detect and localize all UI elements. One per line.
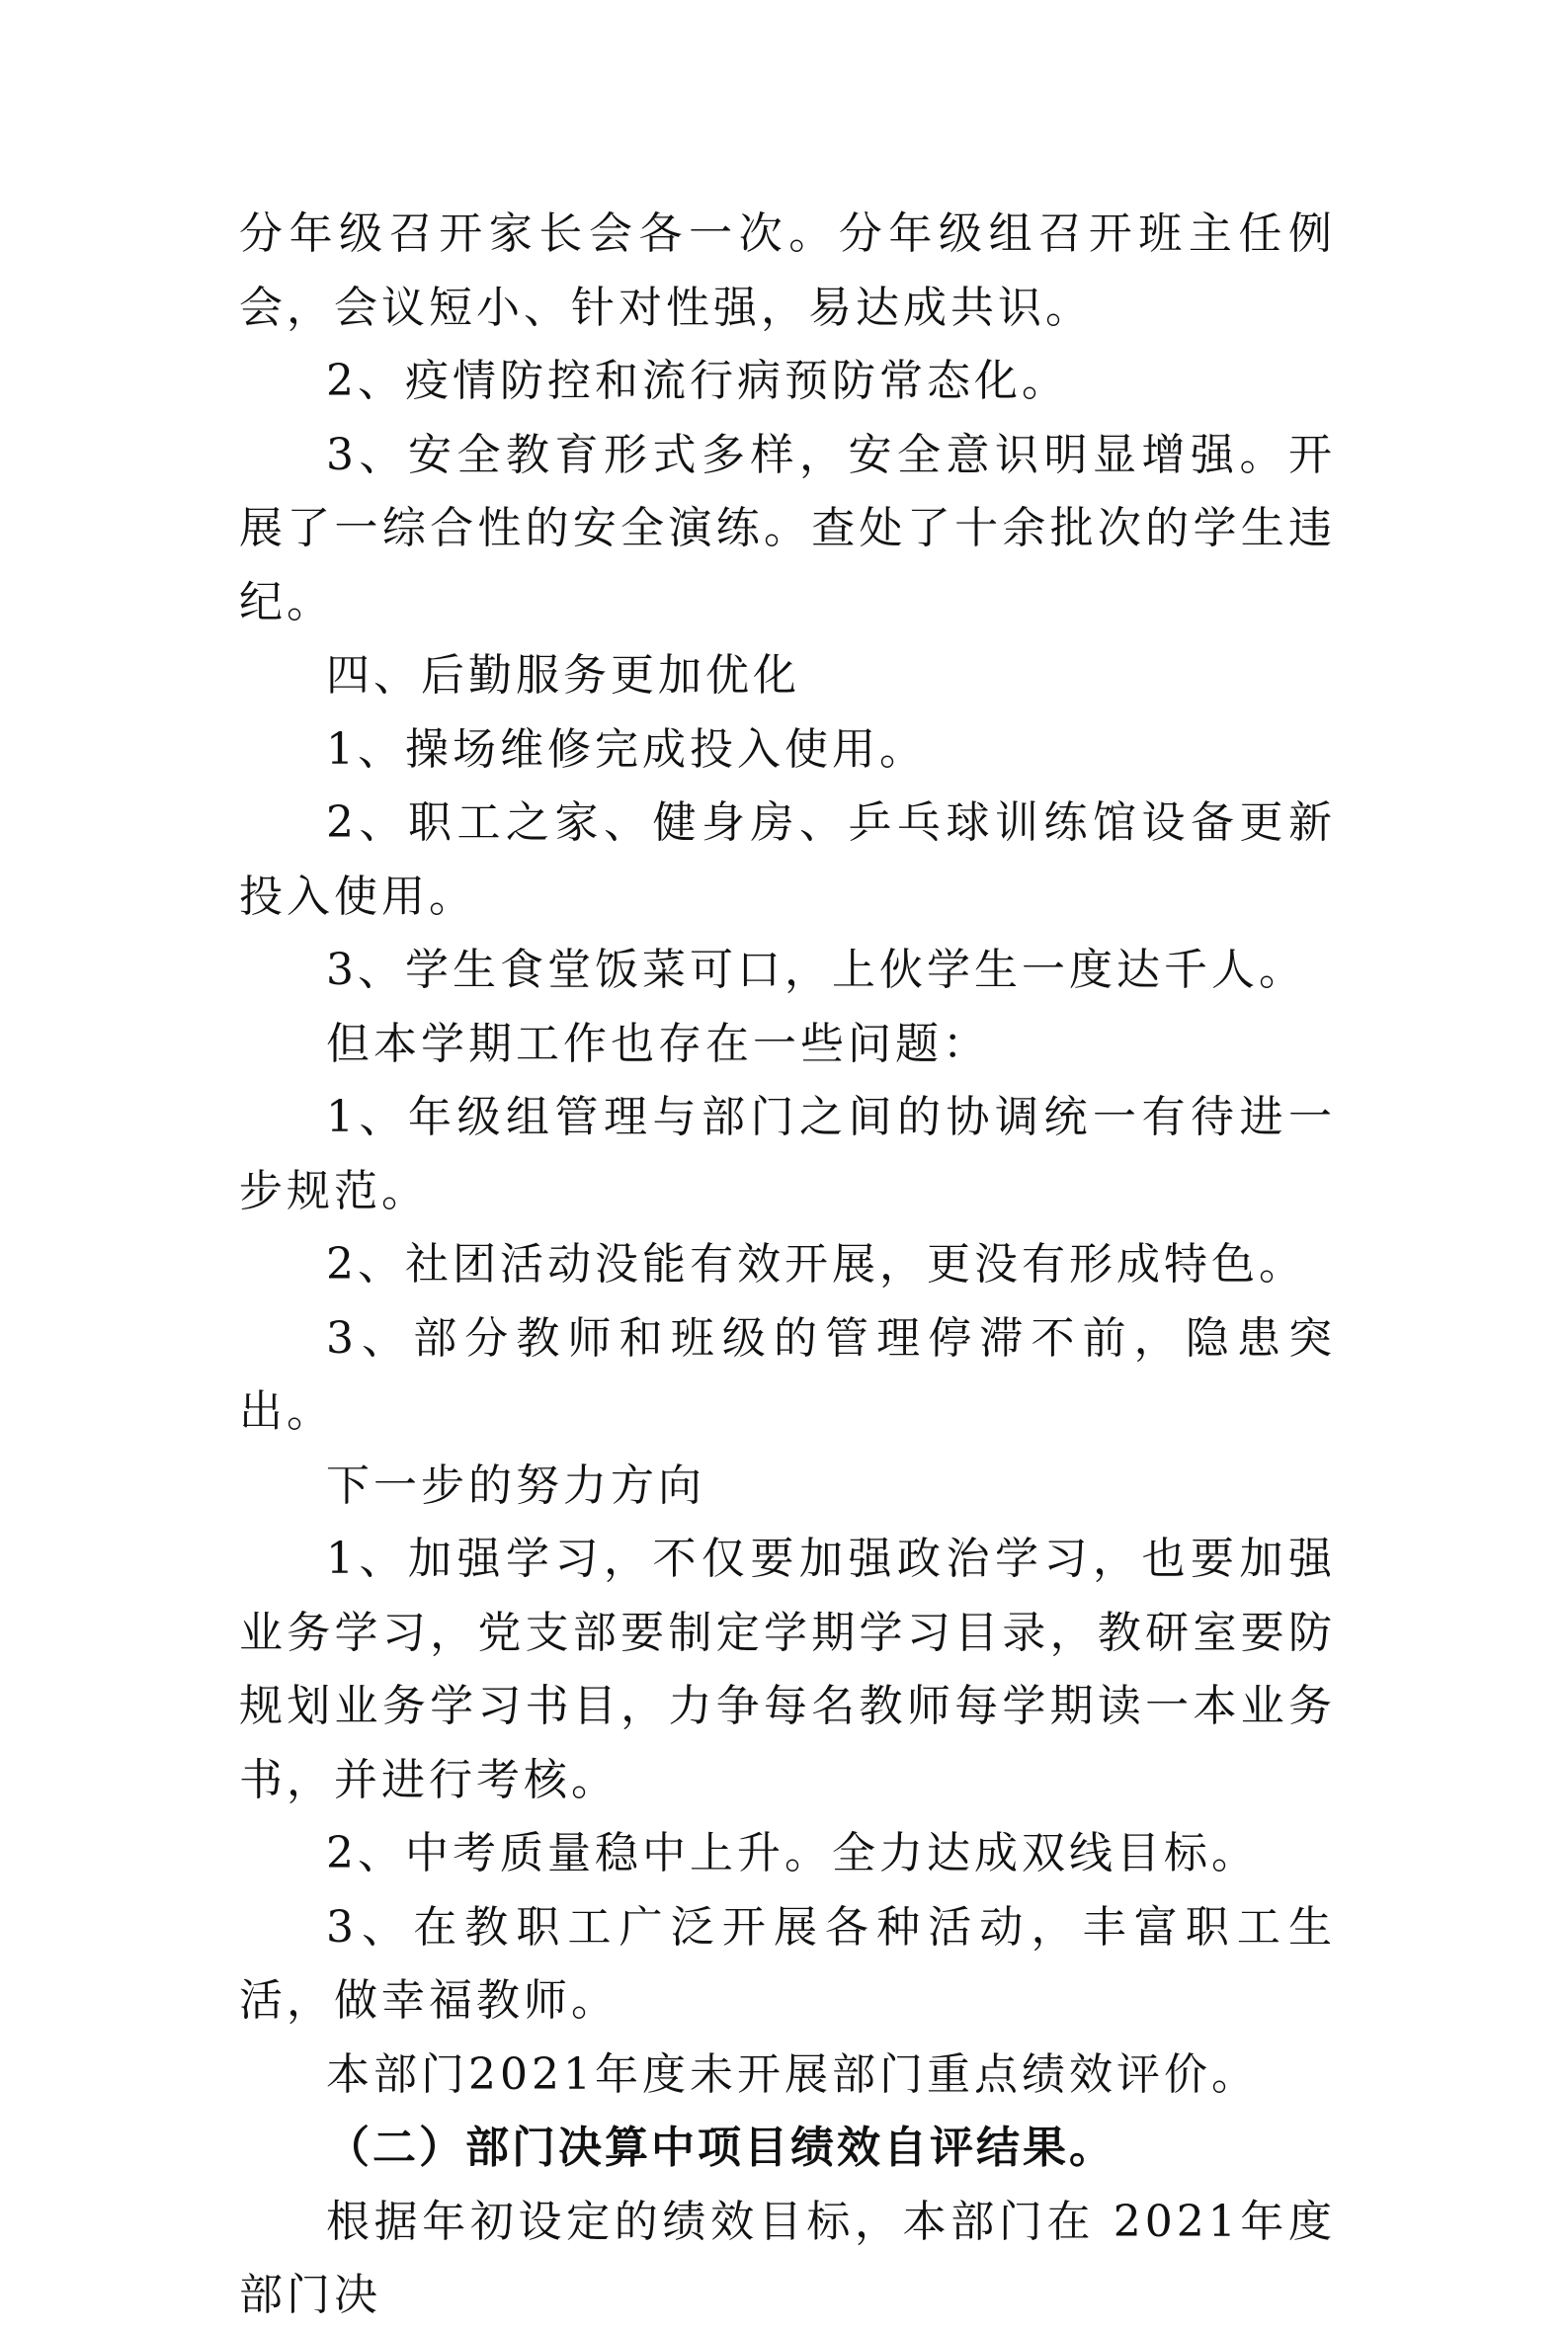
paragraph-14: 2、中考质量稳中上升。全力达成双线目标。 xyxy=(326,1828,1259,1878)
problems-intro: 但本学期工作也存在一些问题： xyxy=(326,1018,990,1069)
paragraph-6: 2、职工之家、健身房、乒乓球训练馆设备更新投入使用。 xyxy=(239,797,1336,922)
paragraph-2: 2、疫情防控和流行病预防常态化。 xyxy=(326,356,1069,406)
section-heading-logistics: 四、后勤服务更加优化 xyxy=(326,650,800,701)
paragraph-7: 3、学生食堂饭菜可口，上伙学生一度达千人。 xyxy=(326,945,1306,995)
paragraph-1: 分年级召开家长会各一次。分年级组召开班主任例会，会议短小、针对性强，易达成共识。 xyxy=(239,208,1336,333)
paragraph-13: 1、加强学习，不仅要加强政治学习，也要加强业务学习，党支部要制定学期学习目录，教研室要防规划业务学习书目，力争每名教师每学期读一本业务书，并进行考核。 xyxy=(239,1534,1336,1805)
paragraph-16: 本部门2021年度未开展部门重点绩效评价。 xyxy=(326,2048,1259,2100)
paragraph-15: 3、在教职工广泛开展各种活动，丰富职工生活，做幸福教师。 xyxy=(239,1901,1336,2026)
subsection-heading: （二）部门决算中项目绩效自评结果。 xyxy=(326,2123,1115,2173)
paragraph-5: 1、操场维修完成投入使用。 xyxy=(326,723,927,775)
document-body xyxy=(239,198,1336,2333)
paragraph-10: 2、社团活动没能有效开展，更没有形成特色。 xyxy=(326,1239,1306,1290)
paragraph-11: 3、部分教师和班级的管理停滞不前，隐患突出。 xyxy=(239,1312,1336,1437)
next-steps-heading: 下一步的努力方向 xyxy=(326,1459,705,1511)
paragraph-3: 3、安全教育形式多样，安全意识明显增强。开展了一综合性的安全演练。查处了十余批次的学生违纪。 xyxy=(239,429,1336,627)
paragraph-18: 根据年初设定的绩效目标，本部门在 2021年度部门决 xyxy=(239,2196,1336,2320)
paragraph-9: 1、年级组管理与部门之间的协调统一有待进一步规范。 xyxy=(239,1092,1336,1216)
